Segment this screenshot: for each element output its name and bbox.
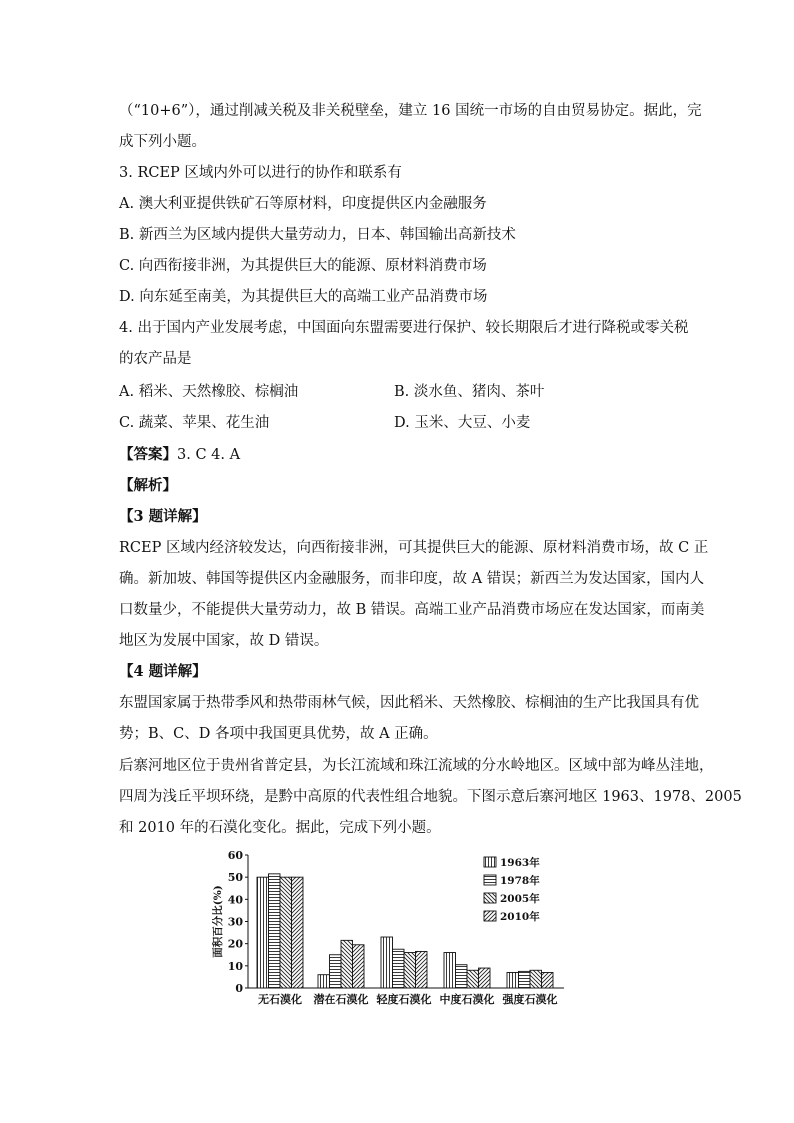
intro-line-2: 成下列小题。	[119, 134, 206, 150]
y-tick-label-0: 0	[235, 982, 243, 995]
answer-line	[119, 445, 679, 465]
bar-2-1	[393, 949, 405, 988]
bar-0-1	[269, 874, 281, 988]
bar-1-2	[341, 940, 353, 988]
q4-stem-2: 的农产品是	[119, 351, 192, 367]
bar-2-3	[416, 951, 428, 988]
legend-label-3: 2010年	[500, 911, 540, 923]
legend-swatch-3	[484, 911, 496, 921]
legend-label-2: 2005年	[500, 893, 540, 905]
bar-0-0	[257, 877, 269, 988]
legend-swatch-2	[484, 893, 496, 903]
detail-3-label: 【3 题详解】	[119, 508, 207, 525]
q3-option-d: D. 向东延至南美，为其提供巨大的高端工业产品消费市场	[119, 289, 488, 305]
q4-option-d: D. 玉米、大豆、小麦	[394, 415, 531, 431]
q4-option-a: A. 稻米、天然橡胶、棕榈油	[119, 384, 299, 400]
intro-line-1: （“10+6”），通过削减关税及非关税壁垒，建立 16 国统一市场的自由贸易协定。据此，完	[119, 103, 702, 119]
detail-3-line-4: 地区为发展中国家，故 D 错误。	[119, 633, 329, 649]
y-tick-label-5: 50	[227, 871, 243, 885]
passage-line-2: 四周为浅丘平坝环绕，是黔中高原的代表性组合地貌。下图示意后寨河地区 1963、1978、2005	[119, 789, 742, 805]
detail-4-line-1: 东盟国家属于热带季风和热带雨林气候，因此稻米、天然橡胶、棕榈油的生产比我国具有优	[119, 695, 699, 711]
bar-3-1	[456, 965, 468, 988]
passage-line-1: 后寨河地区位于贵州省普定县，为长江流域和珠江流域的分水岭地区。区域中部为峰丛洼地，	[119, 758, 714, 774]
bar-0-2	[280, 877, 292, 988]
bar-0-3	[292, 877, 304, 988]
q4-stem-1: 4. 出于国内产业发展考虑，中国面向东盟需要进行保护、较长期限后才进行降税或零关税	[119, 320, 689, 336]
q4-option-b: B. 淡水鱼、猪肉、茶叶	[394, 384, 545, 400]
q3-option-a: A. 澳大利亚提供铁矿石等原材料，印度提供区内金融服务	[119, 196, 487, 212]
bar-3-3	[479, 968, 491, 988]
q3-stem: 3. RCEP 区域内外可以进行的协作和联系有	[119, 165, 402, 181]
bar-1-1	[330, 955, 342, 988]
bar-4-2	[530, 970, 542, 988]
detail-4-label: 【4 题详解】	[119, 663, 207, 680]
bar-2-2	[404, 953, 416, 988]
y-tick-label-3: 30	[227, 915, 243, 929]
analysis-label: 【解析】	[119, 477, 177, 494]
x-category-label-1: 潜在石漠化	[313, 993, 369, 1006]
x-category-label-2: 轻度石漠化	[376, 993, 432, 1006]
bar-1-0	[318, 975, 330, 988]
detail-3-line-1: RCEP 区域内经济较发达，向西衔接非洲，可其提供巨大的能源、原材料消费市场，故 C 正	[119, 540, 709, 556]
x-category-label-3: 中度石漠化	[439, 993, 495, 1006]
stone-desertification-chart	[208, 845, 568, 1010]
detail-4-line-2: 势；B、C、D 各项中我国更具优势，故 A 正确。	[119, 726, 438, 742]
q4-option-c: C. 蔬菜、苹果、花生油	[119, 415, 270, 431]
passage-line-3: 和 2010 年的石漠化变化。据此，完成下列小题。	[119, 820, 441, 836]
y-tick-label-4: 40	[227, 893, 243, 907]
y-tick-label-2: 20	[227, 937, 243, 951]
bar-4-1	[519, 971, 531, 988]
detail-3-line-3: 口数量少，不能提供大量劳动力，故 B 错误。高端工业产品消费市场应在发达国家，而南美	[119, 602, 705, 618]
x-category-label-4: 强度石漠化	[502, 993, 558, 1006]
legend-swatch-1	[484, 875, 496, 885]
y-tick-label-6: 60	[227, 849, 243, 862]
q3-option-b: B. 新西兰为区域内提供大量劳动力，日本、韩国输出高新技术	[119, 227, 516, 243]
bar-4-0	[507, 972, 519, 988]
bar-4-3	[542, 972, 554, 988]
y-axis-label: 面积百分比(%)	[212, 885, 224, 958]
bar-3-2	[467, 970, 479, 988]
x-category-label-0: 无石漠化	[258, 993, 302, 1006]
bar-2-0	[381, 937, 393, 988]
q3-option-c: C. 向西衔接非洲，为其提供巨大的能源、原材料消费市场	[119, 258, 487, 274]
detail-3-line-2: 确。新加坡、韩国等提供区内金融服务，而非印度，故 A 错误；新西兰为发达国家，国内人	[119, 571, 705, 587]
legend-label-0: 1963年	[500, 857, 540, 869]
y-tick-label-1: 10	[227, 959, 243, 973]
bar-1-3	[353, 945, 365, 988]
chart-plot	[211, 849, 564, 1006]
bar-3-0	[444, 953, 456, 988]
legend-label-1: 1978年	[500, 875, 540, 887]
answer-text: 3. C 4. A	[177, 447, 241, 463]
answer-label: 【答案】	[119, 446, 177, 463]
legend-swatch-0	[484, 857, 496, 867]
